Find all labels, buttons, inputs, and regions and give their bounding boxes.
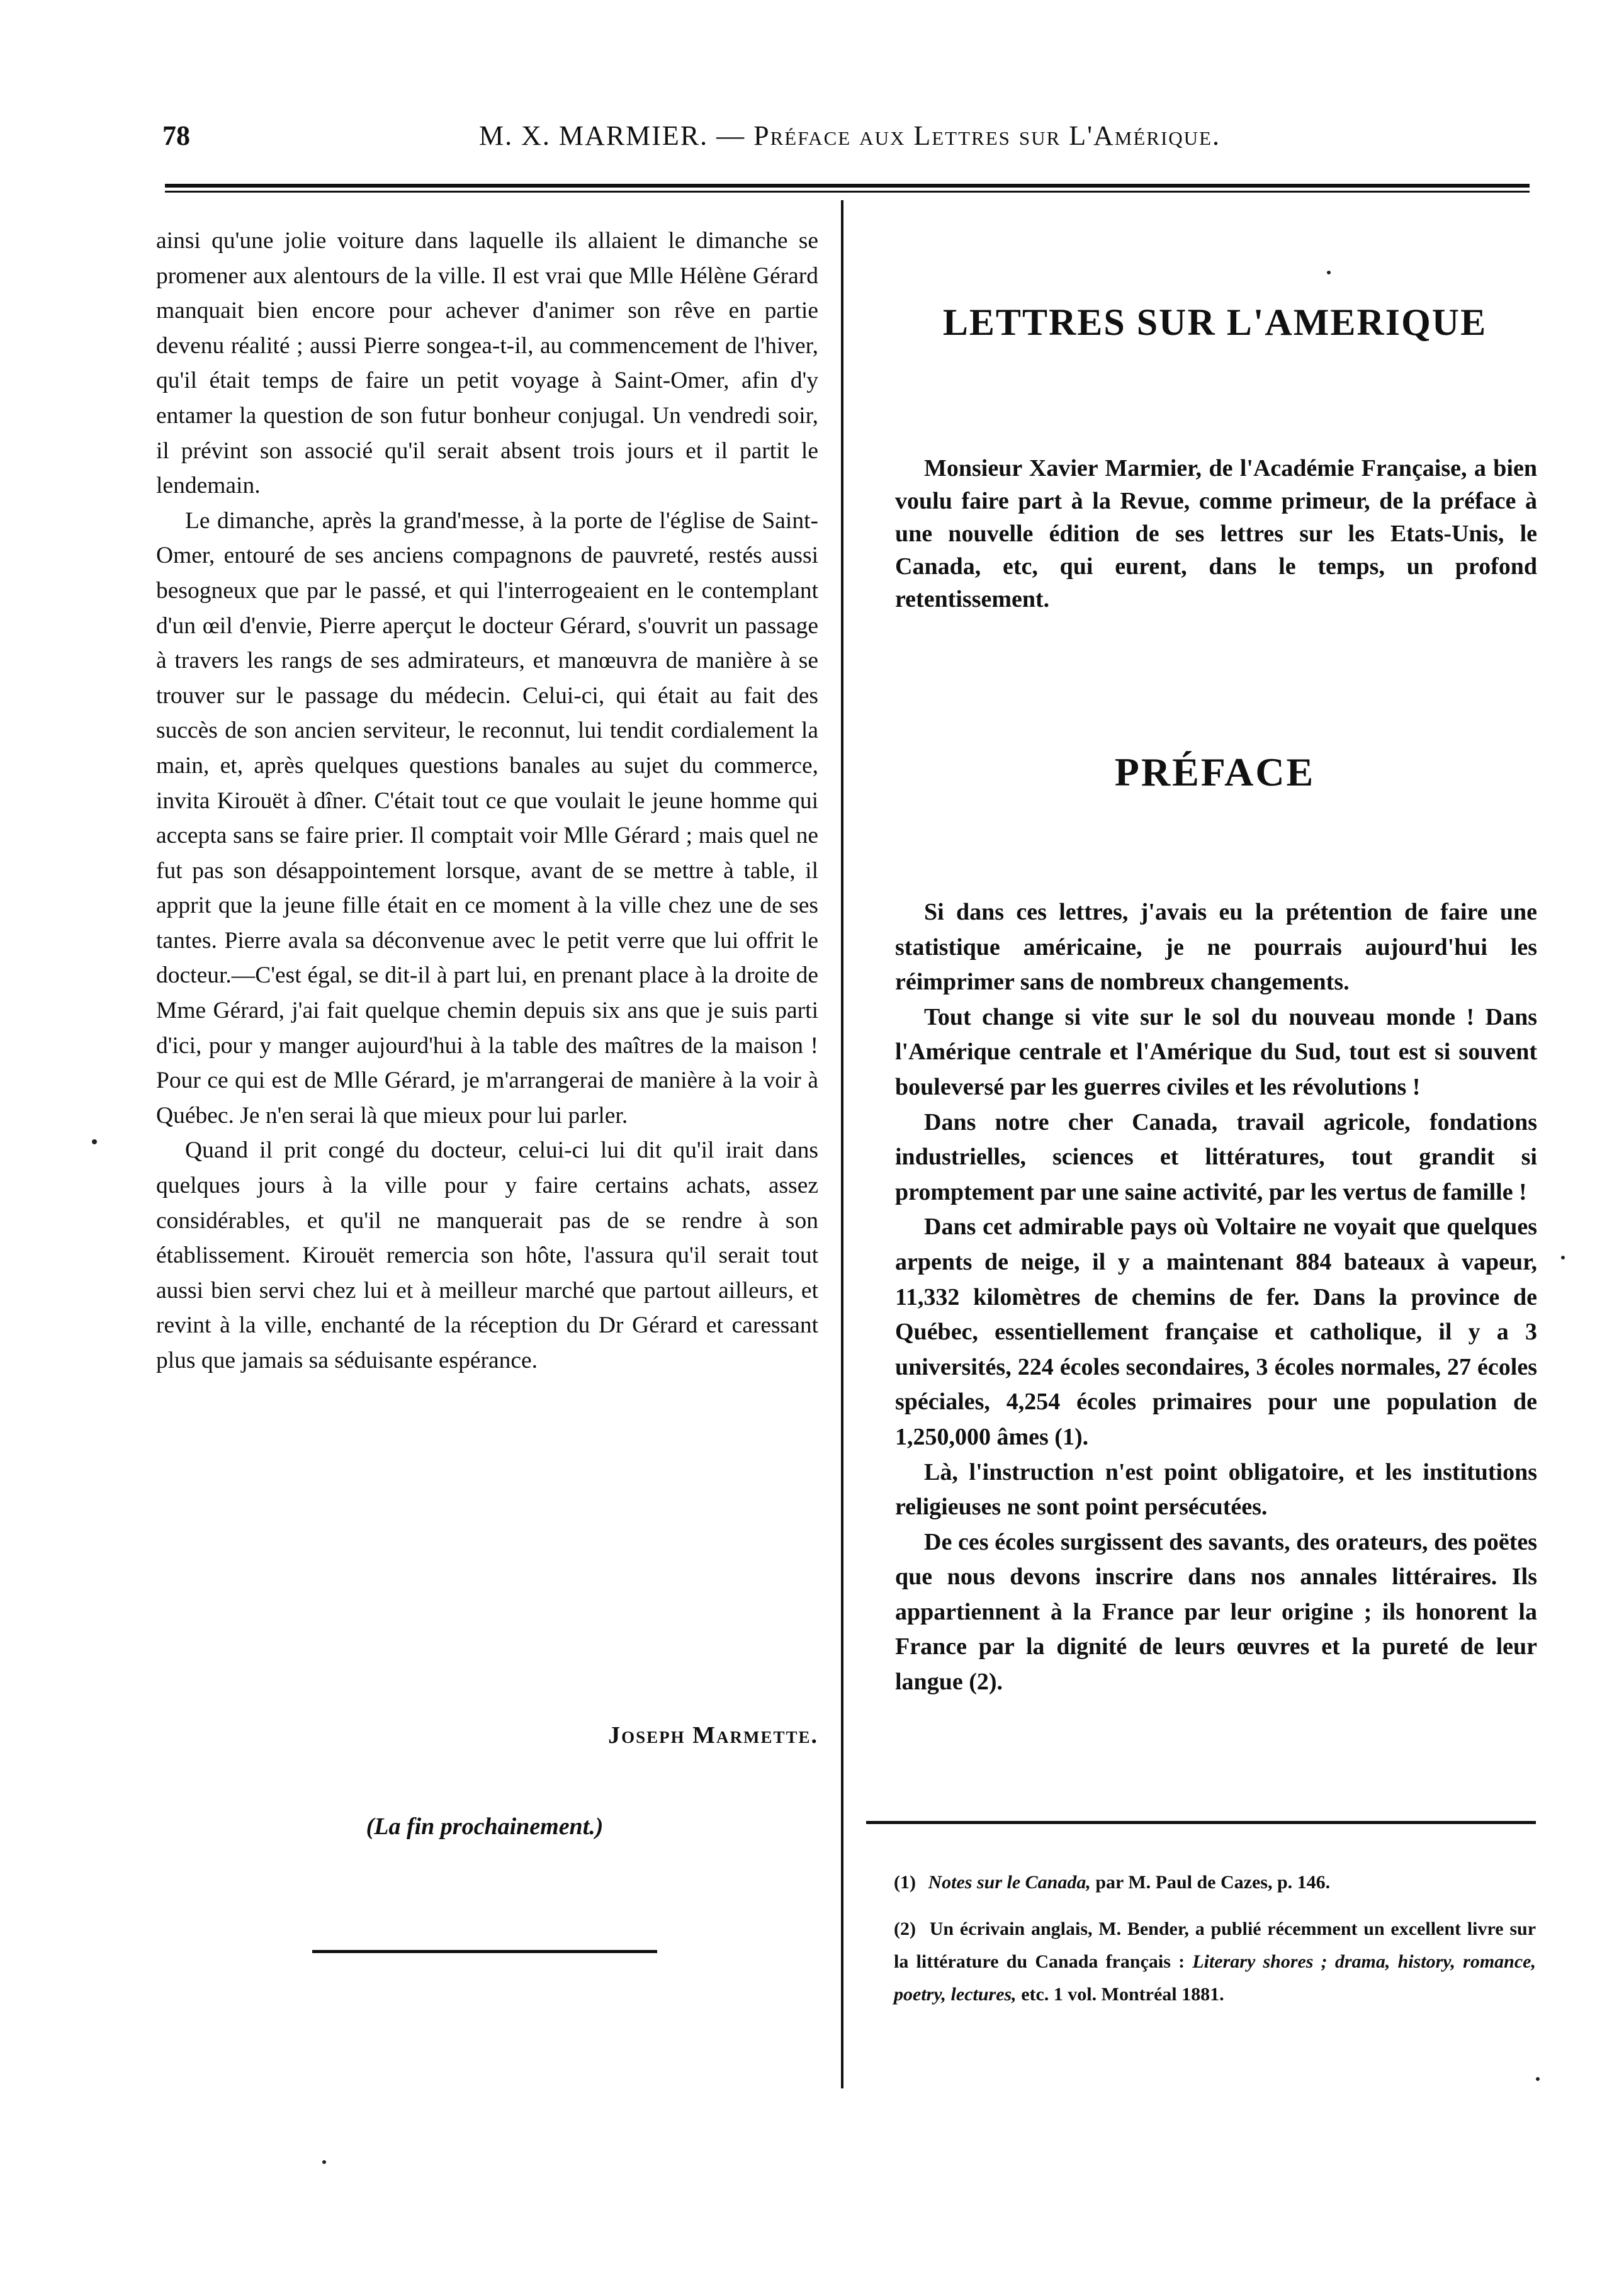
- footnote-2-tail: etc. 1 vol. Montréal 1881.: [1021, 1984, 1224, 2005]
- preface-paragraph-4: Dans cet admirable pays où Voltaire ne voyait que quelques arpents de neige, il y a maintenant 884 bateaux à vapeur, 11,332 kilomètres de chemins de fer. Dans la province de Québec, essentiellement française et catholique, il y a 3 universités, 224 écoles secondaires, 3 écoles normales, 27 écoles spéciales, 4,254 écoles primaires pour une population de 1,250,000 âmes (1).: [895, 1214, 1537, 1450]
- preface-paragraph-6: De ces écoles surgissent des savants, des orateurs, des poëtes que nous devons inscrire dans nos annales littéraires. Ils appartiennent à la France par leur origine ; ils honorent la France par la dignité de leurs œuvres et la pureté de leur langue (2).: [895, 1528, 1537, 1696]
- footnote-2-text: Un écrivain anglais, M. Bender, a publié récemment un excellent livre sur la littérature du Canada français :: [894, 1918, 1537, 1972]
- footnote-1-text: par M. Paul de Cazes, p. 146.: [1095, 1872, 1331, 1893]
- page-number: 78: [162, 120, 190, 151]
- header-rule: [165, 184, 1530, 193]
- scan-speck: [1536, 2077, 1540, 2081]
- footnote-2: [894, 1913, 1536, 2011]
- scan-speck: [322, 2160, 326, 2164]
- footnotes: [894, 1866, 1536, 2025]
- section-title-preface: PRÉFACE: [1114, 750, 1316, 794]
- preface-body: [895, 895, 1537, 1700]
- left-paragraph-2: Le dimanche, après la grand'messe, à la porte de l'église de Saint-Omer, entouré de ses anciens compagnons de pauvreté, restés aussi besogneux que par le passé, et qui l'interrogeaient en le contemplant d'un œil d'envie, Pierre aperçut le docteur Gérard, s'ouvrit un passage à travers les rangs de ses admirateurs, et manœuvra de manière à se trouver sur le passage du médecin. Celui-ci, qui était au fait des succès de son ancien serviteur, le reconnut, lui tendit cordialement la main, et, après quelques questions banales au sujet du commerce, invita Kirouët à dîner. C'était tout ce que voulait le jeune homme qui accepta sans se faire prier. Il comptait voir Mlle Gérard ; mais quel ne fut pas son désappointement lorsque, avant de se mettre à table, il apprit que la jeune fille était en ce moment à la ville chez une de ses tantes. Pierre avala sa déconvenue avec le petit verre que lui offrit le docteur.—C'est égal, se dit-il à part lui, en prenant place à la droite de Mme Gérard, j'ai fait quelque chemin depuis six ans que je suis parti d'ici, pour y manger aujourd'hui à la table des maîtres de la maison ! Pour ce qui est de Mlle Gérard, je m'arrangerai de manière à la voir à Québec. Je n'en serai là que mieux pour lui parler.: [156, 507, 818, 1129]
- author-signature: Joseph Marmette.: [608, 1722, 818, 1749]
- footnote-rule: [866, 1821, 1536, 1824]
- preface-paragraph-3: Dans notre cher Canada, travail agricole, fondations industrielles, sciences et littératures, tout grandit si promptement par une saine activité, par les vertus de famille !: [895, 1108, 1537, 1205]
- scan-speck: [1561, 1256, 1565, 1259]
- footnote-1: [894, 1866, 1536, 1899]
- footnote-1-label: (1): [894, 1872, 916, 1893]
- left-paragraph-3: Quand il prit congé du docteur, celui-ci lui dit qu'il irait dans quelques jours à la ville pour y faire certains achats, assez considérables, et qu'il ne manquerait pas de se rendre à son établissement. Kirouët remercia son hôte, l'assura qu'il serait tout aussi bien servi chez lui et à meilleur marché que partout ailleurs, et revint à la ville, enchanté de la réception du Dr Gérard et caressant plus que jamais sa séduisante espérance.: [156, 1137, 818, 1373]
- left-column: [156, 223, 818, 1378]
- left-end-rule: [312, 1950, 657, 1953]
- scan-speck: [1327, 271, 1331, 274]
- editorial-intro: [895, 452, 1537, 616]
- footnote-2-title: Literary shores ; drama, history, romance, poetry, lectures,: [894, 1951, 1536, 2005]
- preface-paragraph-5: Là, l'instruction n'est point obligatoire, et les institutions religieuses ne sont point persécutées.: [895, 1458, 1537, 1521]
- scan-speck: [92, 1139, 97, 1144]
- page-header: [151, 120, 1548, 164]
- intro-paragraph: Monsieur Xavier Marmier, de l'Académie Française, a bien voulu faire part à la Revue, comme primeur, de la préface à une nouvelle édition de ses lettres sur les Etats-Unis, le Canada, etc, qui eurent, dans le temps, un profond retentissement.: [895, 455, 1537, 612]
- preface-paragraph-2: Tout change si vite sur le sol du nouveau monde ! Dans l'Amérique centrale et l'Amérique du Sud, tout est si souvent bouleversé par les guerres civiles et les révolutions !: [895, 1003, 1537, 1100]
- column-divider: [841, 200, 843, 2088]
- continued-note: (La fin prochainement.): [366, 1813, 604, 1840]
- left-paragraph-1: ainsi qu'une jolie voiture dans laquelle ils allaient le dimanche se promener aux alentours de la ville. Il est vrai que Mlle Hélène Gérard manquait bien encore pour achever d'animer son rêve en partie devenu réalité ; aussi Pierre songea-t-il, au commencement de l'hiver, qu'il était temps de faire un petit voyage à Saint-Omer, afin d'y entamer la question de son futur bonheur conjugal. Un vendredi soir, il prévint son associé qu'il serait absent trois jours et il partit le lendemain.: [156, 228, 818, 499]
- running-head: M. X. MARMIER. — Préface aux Lettres sur L'Amérique.: [479, 120, 1221, 151]
- preface-paragraph-1: Si dans ces lettres, j'avais eu la prétention de faire une statistique américaine, je ne pourrais aujourd'hui les réimprimer sans de nombreux changements.: [895, 899, 1537, 996]
- footnote-1-title: Notes sur le Canada,: [928, 1872, 1091, 1893]
- section-title-lettres: LETTRES SUR L'AMERIQUE: [942, 301, 1487, 343]
- footnote-2-label: (2): [894, 1918, 916, 1939]
